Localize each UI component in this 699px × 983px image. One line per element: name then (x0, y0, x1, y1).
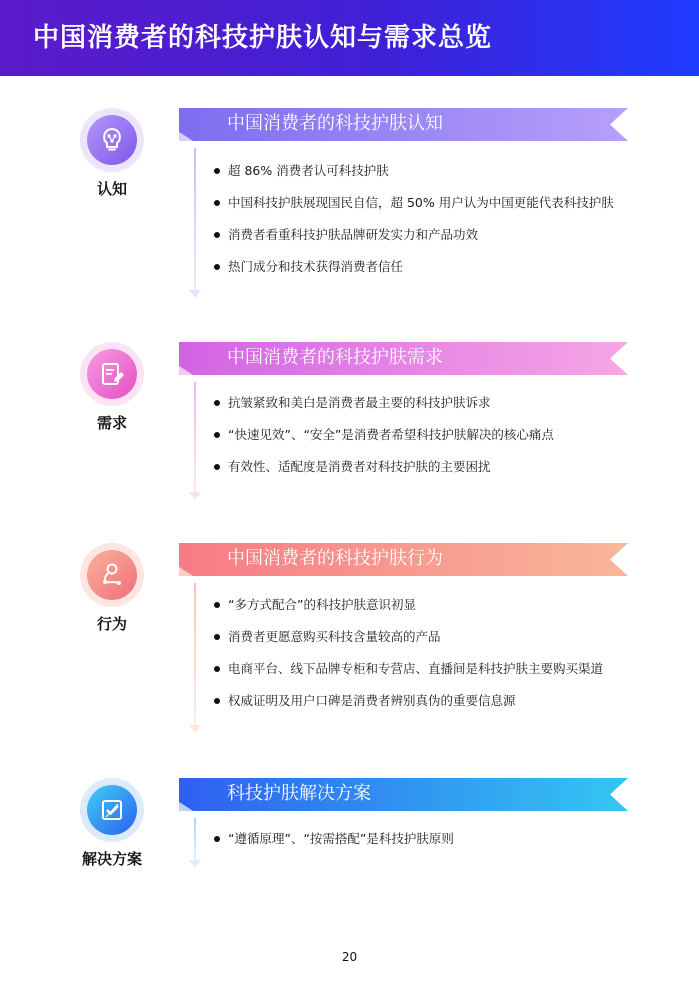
list-item: 权威证明及用户口碑是消费者辨别真伪的重要信息源 (214, 692, 603, 724)
list-item: “多方式配合”的科技护肤意识初显 (214, 596, 603, 628)
icon-circle (80, 778, 144, 842)
timeline-arrow (189, 148, 201, 300)
icon-circle (80, 342, 144, 406)
timeline-arrow (189, 818, 201, 870)
section-cognition (0, 108, 699, 298)
list-item: 消费者更愿意购买科技含量较高的产品 (214, 628, 603, 660)
page-number: 20 (341, 950, 358, 964)
list-item: 电商平台、线下品牌专柜和专营店、直播间是科技护肤主要购买渠道 (214, 660, 603, 692)
section-title: 科技护肤解决方案 (227, 783, 371, 804)
list-item: 中国科技护肤展现国民自信，超 50% 用户认为中国更能代表科技护肤 (214, 194, 614, 226)
note-edit-icon (98, 360, 126, 388)
list-item: 有效性、适配度是消费者对科技护肤的主要困扰 (214, 458, 554, 490)
page-header (0, 0, 699, 76)
list-item: “遵循原理”、“按需搭配”是科技护肤原则 (214, 830, 454, 862)
bulb-network-icon (98, 126, 126, 154)
bullet-list (214, 596, 603, 724)
page-title: 中国消费者的科技护肤认知与需求总览 (33, 23, 493, 53)
section-banner (179, 543, 628, 576)
section-label: 行为 (96, 615, 127, 633)
timeline-arrow (189, 382, 201, 502)
section-label: 认知 (96, 180, 127, 198)
bullet-list (214, 394, 554, 490)
icon-circle (80, 108, 144, 172)
section-behavior (0, 543, 699, 733)
list-item: “快速见效”、“安全”是消费者希望科技护肤解决的核心痛点 (214, 426, 554, 458)
section-banner (179, 342, 628, 375)
section-title: 中国消费者的科技护肤行为 (227, 548, 443, 569)
section-needs (0, 342, 699, 502)
list-item: 超 86% 消费者认可科技护肤 (214, 162, 614, 194)
section-banner (179, 778, 628, 811)
route-icon (98, 561, 126, 589)
section-title: 中国消费者的科技护肤认知 (227, 113, 443, 134)
list-item: 热门成分和技术获得消费者信任 (214, 258, 614, 290)
timeline-arrow (189, 583, 201, 735)
list-item: 抗皱紧致和美白是消费者最主要的科技护肤诉求 (214, 394, 554, 426)
section-label: 解决方案 (81, 850, 142, 868)
section-solution (0, 778, 699, 878)
section-title: 中国消费者的科技护肤需求 (227, 347, 443, 368)
bullet-list (214, 830, 454, 862)
list-item: 消费者看重科技护肤品牌研发实力和产品功效 (214, 226, 614, 258)
section-label: 需求 (96, 414, 127, 432)
section-banner (179, 108, 628, 141)
checklist-icon (98, 796, 126, 824)
bullet-list (214, 162, 614, 290)
icon-circle (80, 543, 144, 607)
